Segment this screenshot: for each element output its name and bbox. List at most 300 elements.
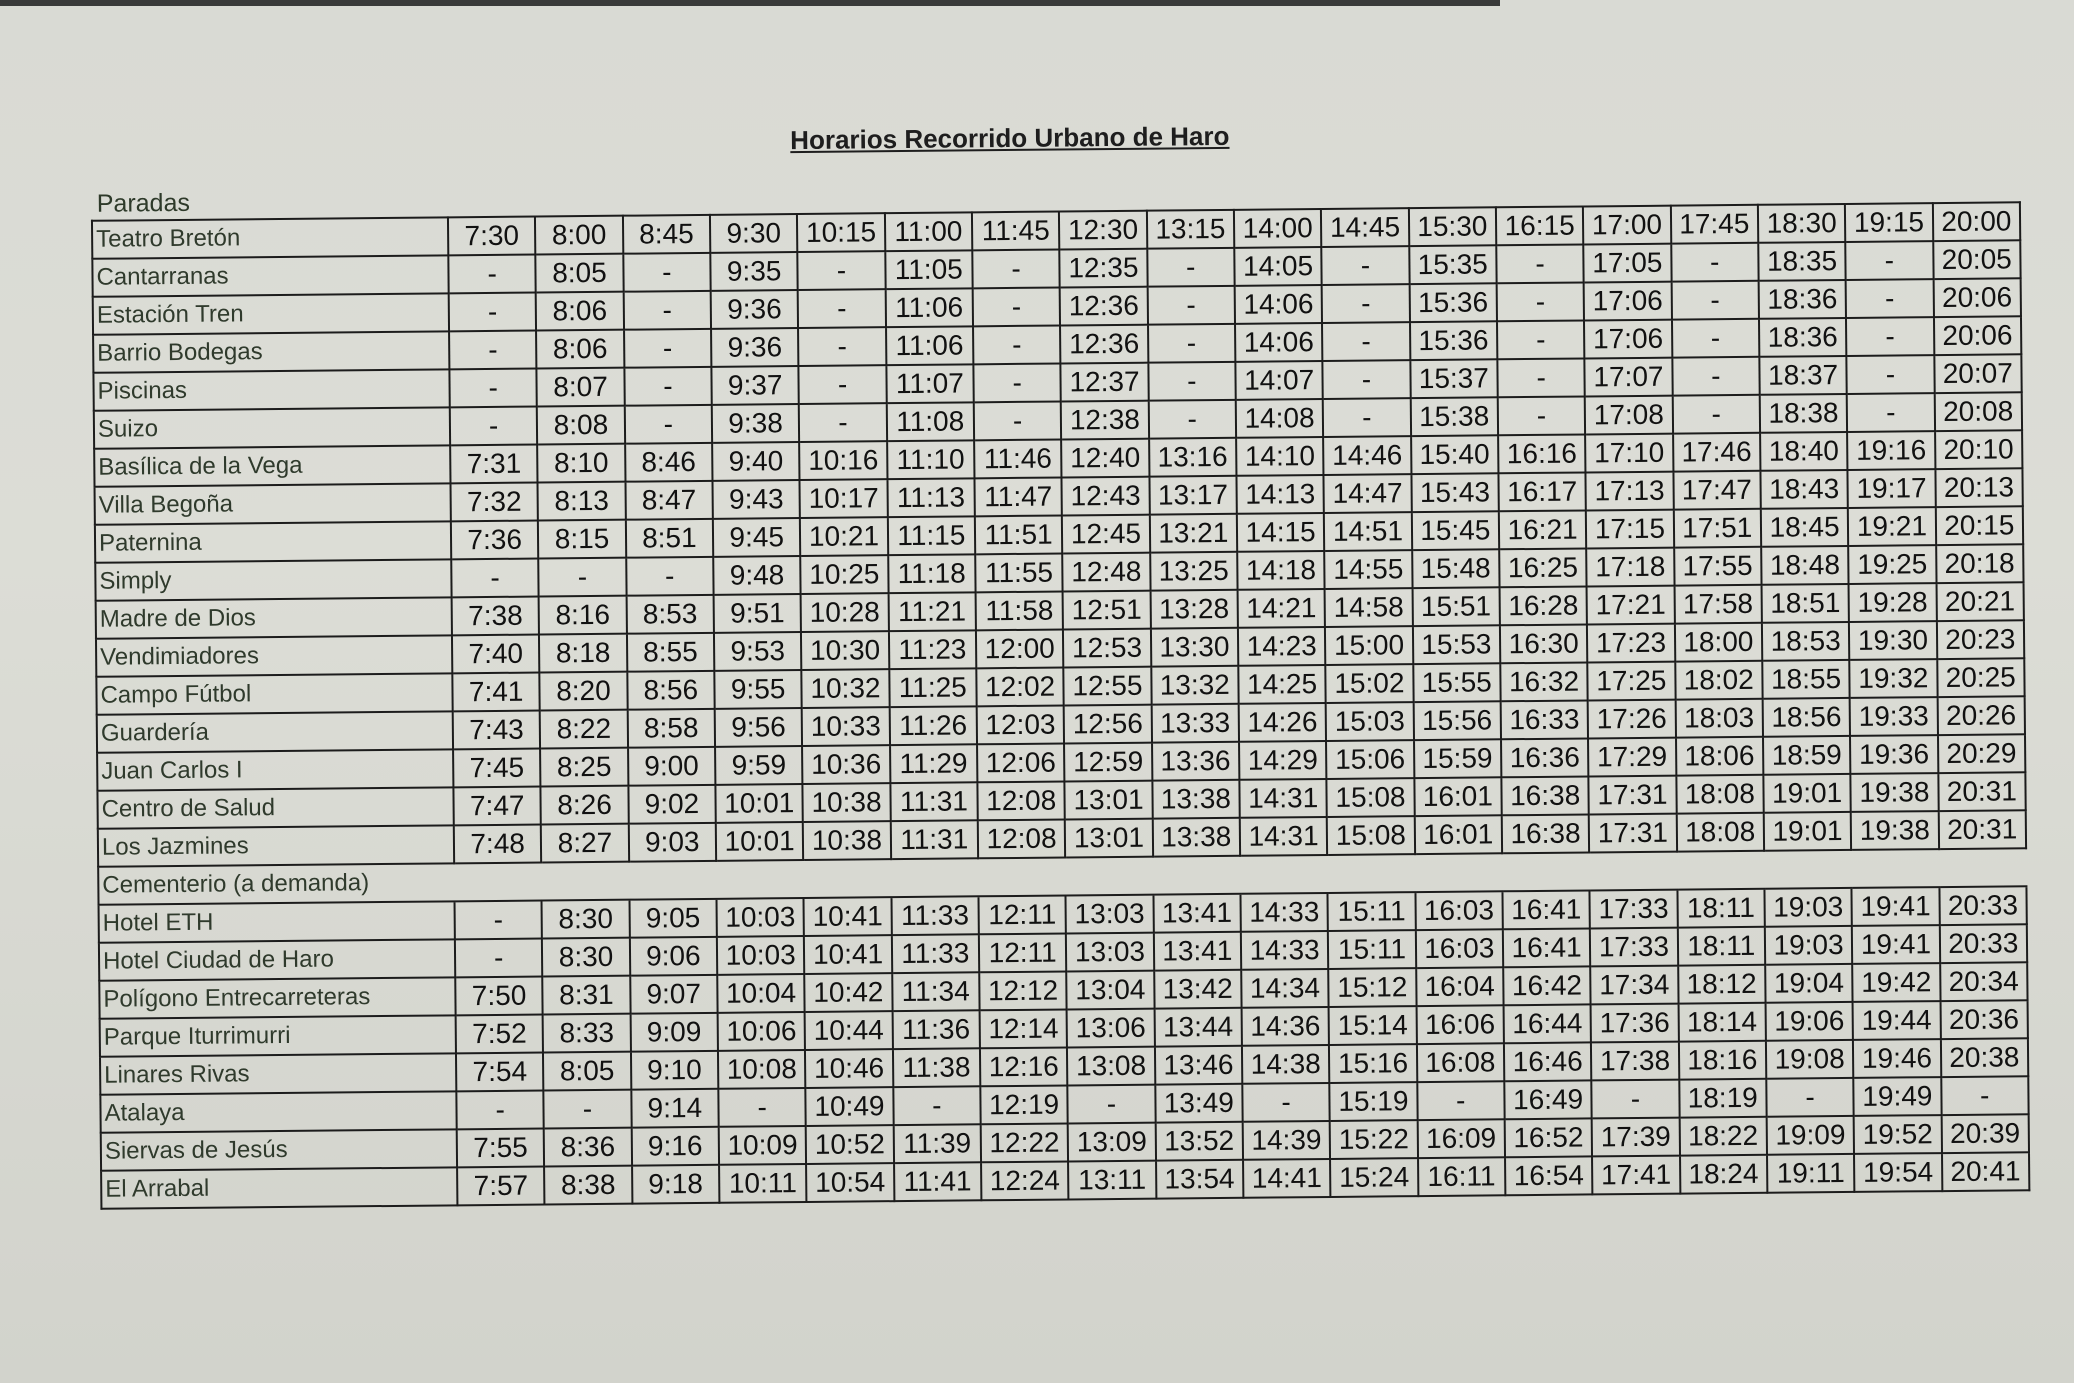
time-cell: - bbox=[455, 939, 543, 978]
time-cell: 20:05 bbox=[1933, 240, 2021, 279]
time-cell: 20:34 bbox=[1940, 962, 2028, 1001]
time-cell: 18:48 bbox=[1761, 546, 1849, 585]
time-cell: 14:08 bbox=[1236, 399, 1324, 438]
time-cell: - bbox=[1766, 1078, 1854, 1117]
time-cell: - bbox=[798, 327, 886, 366]
time-cell: 19:41 bbox=[1852, 925, 1940, 964]
time-cell: - bbox=[624, 367, 712, 406]
time-cell: 18:37 bbox=[1759, 356, 1847, 395]
time-cell: - bbox=[1068, 1085, 1156, 1124]
time-cell: 14:06 bbox=[1235, 285, 1323, 324]
time-cell: 20:31 bbox=[1938, 810, 2026, 849]
time-cell: 7:45 bbox=[453, 749, 541, 788]
time-cell: 14:38 bbox=[1242, 1045, 1330, 1084]
empty-cell bbox=[541, 862, 629, 901]
time-cell: 11:31 bbox=[890, 782, 978, 821]
time-cell: 12:38 bbox=[1061, 401, 1149, 440]
time-cell: 18:59 bbox=[1763, 736, 1851, 775]
stop-name: Los Jazmines bbox=[98, 825, 454, 866]
time-cell: 16:16 bbox=[1498, 434, 1586, 473]
time-cell: 9:53 bbox=[714, 632, 802, 671]
time-cell: 8:30 bbox=[542, 938, 630, 977]
time-cell: 17:15 bbox=[1586, 510, 1674, 549]
time-cell: 8:06 bbox=[536, 292, 624, 331]
time-cell: - bbox=[456, 1090, 544, 1129]
time-cell: 8:26 bbox=[541, 786, 629, 825]
time-cell: 14:15 bbox=[1237, 513, 1325, 552]
time-cell: 15:59 bbox=[1414, 739, 1502, 778]
time-cell: 11:06 bbox=[885, 288, 973, 327]
time-cell: 20:06 bbox=[1934, 316, 2022, 355]
time-cell: 14:47 bbox=[1324, 474, 1412, 513]
time-cell: 15:03 bbox=[1326, 702, 1414, 741]
time-cell: 19:33 bbox=[1850, 697, 1938, 736]
time-cell: 15:11 bbox=[1328, 930, 1416, 969]
time-cell: 15:11 bbox=[1328, 892, 1416, 931]
time-cell: 13:01 bbox=[1065, 819, 1153, 858]
time-cell: 9:35 bbox=[710, 252, 798, 291]
time-cell: 9:56 bbox=[715, 708, 803, 747]
empty-cell bbox=[891, 858, 979, 897]
time-cell: 8:05 bbox=[536, 254, 624, 293]
empty-cell bbox=[454, 863, 542, 902]
time-cell: 13:01 bbox=[1065, 781, 1153, 820]
time-cell: 17:51 bbox=[1673, 509, 1761, 548]
time-cell: - bbox=[1672, 319, 1760, 358]
time-cell: 19:36 bbox=[1850, 735, 1938, 774]
time-cell: 11:33 bbox=[891, 896, 979, 935]
time-cell: 19:01 bbox=[1763, 774, 1851, 813]
time-cell: 10:32 bbox=[802, 669, 890, 708]
time-cell: 15:30 bbox=[1409, 207, 1497, 246]
time-cell: - bbox=[893, 1086, 981, 1125]
time-cell: 15:06 bbox=[1326, 740, 1414, 779]
time-cell: 19:32 bbox=[1850, 659, 1938, 698]
time-cell: 9:06 bbox=[630, 937, 718, 976]
time-cell: 8:10 bbox=[537, 444, 625, 483]
time-cell: 11:13 bbox=[887, 478, 975, 517]
time-cell: 10:44 bbox=[805, 1011, 893, 1050]
time-cell: 14:29 bbox=[1239, 741, 1327, 780]
time-cell: 14:46 bbox=[1323, 436, 1411, 475]
time-cell: 17:31 bbox=[1589, 776, 1677, 815]
time-cell: 15:00 bbox=[1325, 626, 1413, 665]
time-cell: 15:56 bbox=[1413, 701, 1501, 740]
stop-name: Juan Carlos I bbox=[97, 749, 453, 790]
time-cell: - bbox=[1498, 396, 1586, 435]
time-cell: 10:01 bbox=[715, 784, 803, 823]
time-cell: 16:54 bbox=[1505, 1156, 1593, 1195]
time-cell: - bbox=[1941, 1076, 2029, 1115]
time-cell: 8:55 bbox=[627, 633, 715, 672]
time-cell: 15:22 bbox=[1330, 1120, 1418, 1159]
time-cell: 12:43 bbox=[1062, 477, 1150, 516]
time-cell: 17:33 bbox=[1590, 890, 1678, 929]
time-cell: 15:48 bbox=[1412, 549, 1500, 588]
time-cell: 9:55 bbox=[714, 670, 802, 709]
time-cell: 14:10 bbox=[1236, 437, 1324, 476]
time-cell: 12:00 bbox=[976, 629, 1064, 668]
empty-cell bbox=[1240, 855, 1328, 894]
time-cell: 19:06 bbox=[1765, 1002, 1853, 1041]
time-cell: 8:47 bbox=[625, 481, 713, 520]
time-cell: 18:38 bbox=[1760, 394, 1848, 433]
stop-name: Paternina bbox=[95, 521, 451, 562]
time-cell: - bbox=[451, 559, 539, 598]
time-cell: 16:11 bbox=[1418, 1157, 1506, 1196]
time-cell: 20:36 bbox=[1940, 1000, 2028, 1039]
time-cell: - bbox=[973, 326, 1061, 365]
empty-cell bbox=[1764, 850, 1852, 889]
time-cell: 8:53 bbox=[626, 595, 714, 634]
time-cell: - bbox=[1846, 317, 1934, 356]
time-cell: 18:14 bbox=[1678, 1003, 1766, 1042]
time-cell: 10:38 bbox=[803, 783, 891, 822]
time-cell: 17:08 bbox=[1585, 396, 1673, 435]
time-cell: 13:42 bbox=[1154, 970, 1242, 1009]
time-cell: 20:26 bbox=[1937, 696, 2025, 735]
time-cell: 19:25 bbox=[1848, 545, 1936, 584]
time-cell: 8:56 bbox=[627, 671, 715, 710]
time-cell: 17:29 bbox=[1588, 738, 1676, 777]
time-cell: 12:36 bbox=[1060, 325, 1148, 364]
time-cell: 8:31 bbox=[543, 976, 631, 1015]
time-cell: 8:33 bbox=[543, 1014, 631, 1053]
time-cell: 13:41 bbox=[1153, 894, 1241, 933]
time-cell: 16:46 bbox=[1504, 1042, 1592, 1081]
time-cell: 11:33 bbox=[892, 934, 980, 973]
time-cell: 17:34 bbox=[1590, 966, 1678, 1005]
time-cell: 16:03 bbox=[1415, 891, 1503, 930]
time-cell: 16:42 bbox=[1503, 966, 1591, 1005]
time-cell: 12:35 bbox=[1060, 249, 1148, 288]
time-cell: 11:00 bbox=[885, 212, 973, 251]
time-cell: 8:22 bbox=[540, 710, 628, 749]
time-cell: 7:31 bbox=[450, 445, 538, 484]
time-cell: 10:25 bbox=[801, 555, 889, 594]
time-cell: 18:08 bbox=[1676, 813, 1764, 852]
time-cell: - bbox=[449, 331, 537, 370]
time-cell: 20:39 bbox=[1941, 1114, 2029, 1153]
time-cell: 9:09 bbox=[630, 1013, 718, 1052]
time-cell: 20:00 bbox=[1932, 202, 2020, 241]
stop-name: Centro de Salud bbox=[97, 787, 453, 828]
time-cell: 20:15 bbox=[1935, 506, 2023, 545]
time-cell: 12:37 bbox=[1061, 363, 1149, 402]
time-cell: - bbox=[449, 293, 537, 332]
time-cell: 12:55 bbox=[1064, 667, 1152, 706]
time-cell: 17:36 bbox=[1591, 1004, 1679, 1043]
time-cell: 11:58 bbox=[976, 591, 1064, 630]
time-cell: 19:38 bbox=[1851, 811, 1939, 850]
time-cell: 18:40 bbox=[1760, 432, 1848, 471]
time-cell: 19:52 bbox=[1854, 1115, 1942, 1154]
empty-cell bbox=[629, 861, 717, 900]
time-cell: 13:16 bbox=[1149, 438, 1237, 477]
time-cell: 11:38 bbox=[893, 1048, 981, 1087]
time-cell: 14:07 bbox=[1235, 361, 1323, 400]
time-cell: 13:09 bbox=[1068, 1123, 1156, 1162]
time-cell: 16:28 bbox=[1499, 586, 1587, 625]
time-cell: 7:43 bbox=[453, 711, 541, 750]
time-cell: 14:25 bbox=[1238, 665, 1326, 704]
time-cell: 8:13 bbox=[538, 482, 626, 521]
time-cell: 14:23 bbox=[1238, 627, 1326, 666]
time-cell: 11:47 bbox=[974, 477, 1062, 516]
time-cell: 16:25 bbox=[1499, 548, 1587, 587]
time-cell: 12:24 bbox=[981, 1161, 1069, 1200]
time-cell: 12:48 bbox=[1063, 553, 1151, 592]
time-cell: 16:06 bbox=[1416, 1005, 1504, 1044]
time-cell: 19:46 bbox=[1853, 1039, 1941, 1078]
time-cell: 9:36 bbox=[711, 290, 799, 329]
time-cell: 12:02 bbox=[976, 667, 1064, 706]
time-cell: 8:46 bbox=[625, 443, 713, 482]
time-cell: 15:14 bbox=[1329, 1006, 1417, 1045]
time-cell: 17:47 bbox=[1673, 471, 1761, 510]
time-cell: 17:13 bbox=[1586, 472, 1674, 511]
time-cell: - bbox=[1148, 324, 1236, 363]
time-cell: 13:46 bbox=[1155, 1046, 1243, 1085]
time-cell: 13:25 bbox=[1150, 552, 1238, 591]
time-cell: 19:08 bbox=[1766, 1040, 1854, 1079]
time-cell: 13:30 bbox=[1151, 628, 1239, 667]
time-cell: 9:14 bbox=[631, 1089, 719, 1128]
time-cell: 8:45 bbox=[623, 215, 711, 254]
time-cell: 17:18 bbox=[1586, 548, 1674, 587]
stop-name: Cementerio (a demanda) bbox=[98, 863, 454, 904]
time-cell: 17:26 bbox=[1588, 700, 1676, 739]
time-cell: 15:38 bbox=[1410, 397, 1498, 436]
time-cell: - bbox=[1323, 360, 1411, 399]
time-cell: 9:48 bbox=[713, 556, 801, 595]
time-cell: 20:06 bbox=[1933, 278, 2021, 317]
time-cell: - bbox=[972, 250, 1060, 289]
time-cell: 19:03 bbox=[1764, 888, 1852, 927]
time-cell: 16:38 bbox=[1502, 814, 1590, 853]
time-cell: 18:11 bbox=[1677, 927, 1765, 966]
time-cell: 16:08 bbox=[1417, 1043, 1505, 1082]
time-cell: 19:42 bbox=[1852, 963, 1940, 1002]
time-cell: 15:24 bbox=[1330, 1158, 1418, 1197]
time-cell: 11:46 bbox=[974, 439, 1062, 478]
time-cell: 16:04 bbox=[1416, 967, 1504, 1006]
time-cell: 17:58 bbox=[1674, 585, 1762, 624]
time-cell: 15:45 bbox=[1411, 511, 1499, 550]
time-cell: - bbox=[624, 405, 712, 444]
time-cell: - bbox=[1672, 395, 1760, 434]
time-cell: 14:34 bbox=[1241, 969, 1329, 1008]
time-cell: 17:55 bbox=[1674, 547, 1762, 586]
time-cell: 18:00 bbox=[1675, 623, 1763, 662]
time-cell: 13:36 bbox=[1152, 742, 1240, 781]
time-cell: 17:21 bbox=[1587, 586, 1675, 625]
time-cell: 13:17 bbox=[1149, 476, 1237, 515]
time-cell: 7:32 bbox=[451, 483, 539, 522]
time-cell: 10:08 bbox=[718, 1050, 806, 1089]
time-cell: 20:10 bbox=[1935, 430, 2023, 469]
time-cell: 12:56 bbox=[1064, 705, 1152, 744]
time-cell: - bbox=[1846, 279, 1934, 318]
time-cell: 15:40 bbox=[1411, 435, 1499, 474]
time-cell: 11:15 bbox=[887, 516, 975, 555]
time-cell: 13:54 bbox=[1156, 1160, 1244, 1199]
time-cell: 13:28 bbox=[1150, 590, 1238, 629]
time-cell: 12:03 bbox=[977, 705, 1065, 744]
time-cell: 13:49 bbox=[1155, 1084, 1243, 1123]
time-cell: 18:06 bbox=[1676, 737, 1764, 776]
time-cell: 10:01 bbox=[716, 822, 804, 861]
time-cell: 12:11 bbox=[979, 933, 1067, 972]
time-cell: - bbox=[626, 557, 714, 596]
time-cell: 12:51 bbox=[1063, 591, 1151, 630]
time-cell: 10:42 bbox=[805, 973, 893, 1012]
time-cell: 16:21 bbox=[1499, 510, 1587, 549]
time-cell: 14:31 bbox=[1239, 779, 1327, 818]
time-cell: - bbox=[1497, 282, 1585, 321]
time-cell: 17:06 bbox=[1584, 320, 1672, 359]
time-cell: 16:01 bbox=[1414, 777, 1502, 816]
time-cell: - bbox=[1242, 1083, 1330, 1122]
time-cell: 11:08 bbox=[886, 402, 974, 441]
time-cell: 11:39 bbox=[893, 1124, 981, 1163]
time-cell: 16:09 bbox=[1417, 1119, 1505, 1158]
empty-cell bbox=[1589, 852, 1677, 891]
stop-name: Cantarranas bbox=[92, 255, 448, 296]
time-cell: 13:04 bbox=[1067, 971, 1155, 1010]
time-cell: 11:36 bbox=[892, 1010, 980, 1049]
time-cell: - bbox=[624, 329, 712, 368]
time-cell: 18:45 bbox=[1761, 508, 1849, 547]
time-cell: 17:25 bbox=[1588, 662, 1676, 701]
time-cell: 19:28 bbox=[1849, 583, 1937, 622]
stop-name: Villa Begoña bbox=[95, 483, 451, 524]
time-cell: 10:54 bbox=[806, 1163, 894, 1202]
stop-name: Campo Fútbol bbox=[96, 673, 452, 714]
time-cell: 16:17 bbox=[1498, 472, 1586, 511]
time-cell: 12:11 bbox=[978, 895, 1066, 934]
time-cell: 11:51 bbox=[975, 515, 1063, 554]
time-cell: 20:21 bbox=[1936, 582, 2024, 621]
time-cell: 11:29 bbox=[890, 744, 978, 783]
time-cell: 12:53 bbox=[1063, 629, 1151, 668]
time-cell: 9:10 bbox=[631, 1051, 719, 1090]
time-cell: 12:16 bbox=[980, 1047, 1068, 1086]
empty-cell bbox=[716, 860, 804, 899]
time-cell: 17:06 bbox=[1584, 282, 1672, 321]
time-cell: 10:03 bbox=[716, 898, 804, 937]
time-cell: 8:00 bbox=[535, 216, 623, 255]
time-cell: 7:47 bbox=[453, 787, 541, 826]
time-cell: 9:45 bbox=[713, 518, 801, 557]
time-cell: 13:11 bbox=[1068, 1161, 1156, 1200]
stop-name: Simply bbox=[95, 559, 451, 600]
time-cell: - bbox=[1323, 398, 1411, 437]
time-cell: 16:30 bbox=[1500, 624, 1588, 663]
stop-name: Guardería bbox=[97, 711, 453, 752]
time-cell: 19:15 bbox=[1845, 203, 1933, 242]
time-cell: 18:16 bbox=[1679, 1041, 1767, 1080]
time-cell: 7:55 bbox=[457, 1128, 545, 1167]
time-cell: 9:51 bbox=[714, 594, 802, 633]
time-cell: 11:55 bbox=[975, 553, 1063, 592]
time-cell: 13:15 bbox=[1147, 210, 1235, 249]
time-cell: 8:38 bbox=[544, 1166, 632, 1205]
time-cell: 15:36 bbox=[1409, 283, 1497, 322]
time-cell: - bbox=[1147, 286, 1235, 325]
time-cell: 17:38 bbox=[1591, 1042, 1679, 1081]
time-cell: - bbox=[449, 369, 537, 408]
time-cell: 11:10 bbox=[887, 440, 975, 479]
time-cell: 19:09 bbox=[1767, 1116, 1855, 1155]
time-cell: - bbox=[1148, 400, 1236, 439]
time-cell: 11:21 bbox=[888, 592, 976, 631]
time-cell: 16:01 bbox=[1414, 815, 1502, 854]
time-cell: 12:06 bbox=[977, 743, 1065, 782]
time-cell: 18:53 bbox=[1762, 622, 1850, 661]
time-cell: 16:41 bbox=[1503, 928, 1591, 967]
time-cell: 8:05 bbox=[543, 1052, 631, 1091]
time-cell: 20:07 bbox=[1934, 354, 2022, 393]
time-cell: 14:55 bbox=[1324, 550, 1412, 589]
time-cell: 12:59 bbox=[1064, 743, 1152, 782]
time-cell: 18:12 bbox=[1678, 965, 1766, 1004]
time-cell: 7:48 bbox=[454, 825, 542, 864]
stop-name: Vendimiadores bbox=[96, 635, 452, 676]
time-cell: 15:08 bbox=[1327, 816, 1415, 855]
time-cell: 17:46 bbox=[1673, 433, 1761, 472]
monitor-top-edge bbox=[0, 0, 1500, 6]
time-cell: 17:07 bbox=[1585, 358, 1673, 397]
time-cell: 9:38 bbox=[712, 404, 800, 443]
empty-cell bbox=[1153, 856, 1241, 895]
time-cell: 11:31 bbox=[890, 820, 978, 859]
time-cell: - bbox=[544, 1090, 632, 1129]
time-cell: 20:38 bbox=[1940, 1038, 2028, 1077]
time-cell: 11:06 bbox=[886, 326, 974, 365]
time-cell: - bbox=[718, 1088, 806, 1127]
time-cell: 18:02 bbox=[1675, 661, 1763, 700]
time-cell: 19:01 bbox=[1764, 812, 1852, 851]
time-cell: 17:39 bbox=[1592, 1118, 1680, 1157]
time-cell: 12:08 bbox=[978, 819, 1066, 858]
stop-name: Estación Tren bbox=[93, 293, 449, 334]
time-cell: 18:08 bbox=[1676, 775, 1764, 814]
time-cell: 11:26 bbox=[889, 706, 977, 745]
time-cell: 14:51 bbox=[1324, 512, 1412, 551]
time-cell: 10:28 bbox=[801, 593, 889, 632]
time-cell: 15:19 bbox=[1330, 1082, 1418, 1121]
time-cell: - bbox=[1496, 244, 1584, 283]
time-cell: 19:21 bbox=[1848, 507, 1936, 546]
time-cell: - bbox=[1671, 243, 1759, 282]
time-cell: 7:30 bbox=[448, 217, 536, 256]
stop-name: Hotel Ciudad de Haro bbox=[99, 939, 455, 980]
time-cell: - bbox=[974, 401, 1062, 440]
time-cell: 18:19 bbox=[1679, 1079, 1767, 1118]
time-cell: - bbox=[798, 251, 886, 290]
time-cell: - bbox=[450, 407, 538, 446]
time-cell: - bbox=[1322, 322, 1410, 361]
time-cell: 12:19 bbox=[980, 1085, 1068, 1124]
time-cell: 15:55 bbox=[1413, 663, 1501, 702]
time-cell: 14:36 bbox=[1242, 1007, 1330, 1046]
time-cell: 7:38 bbox=[452, 597, 540, 636]
time-cell: 9:36 bbox=[711, 328, 799, 367]
time-cell: 18:22 bbox=[1679, 1117, 1767, 1156]
time-cell: 9:59 bbox=[715, 746, 803, 785]
time-cell: 7:50 bbox=[455, 977, 543, 1016]
